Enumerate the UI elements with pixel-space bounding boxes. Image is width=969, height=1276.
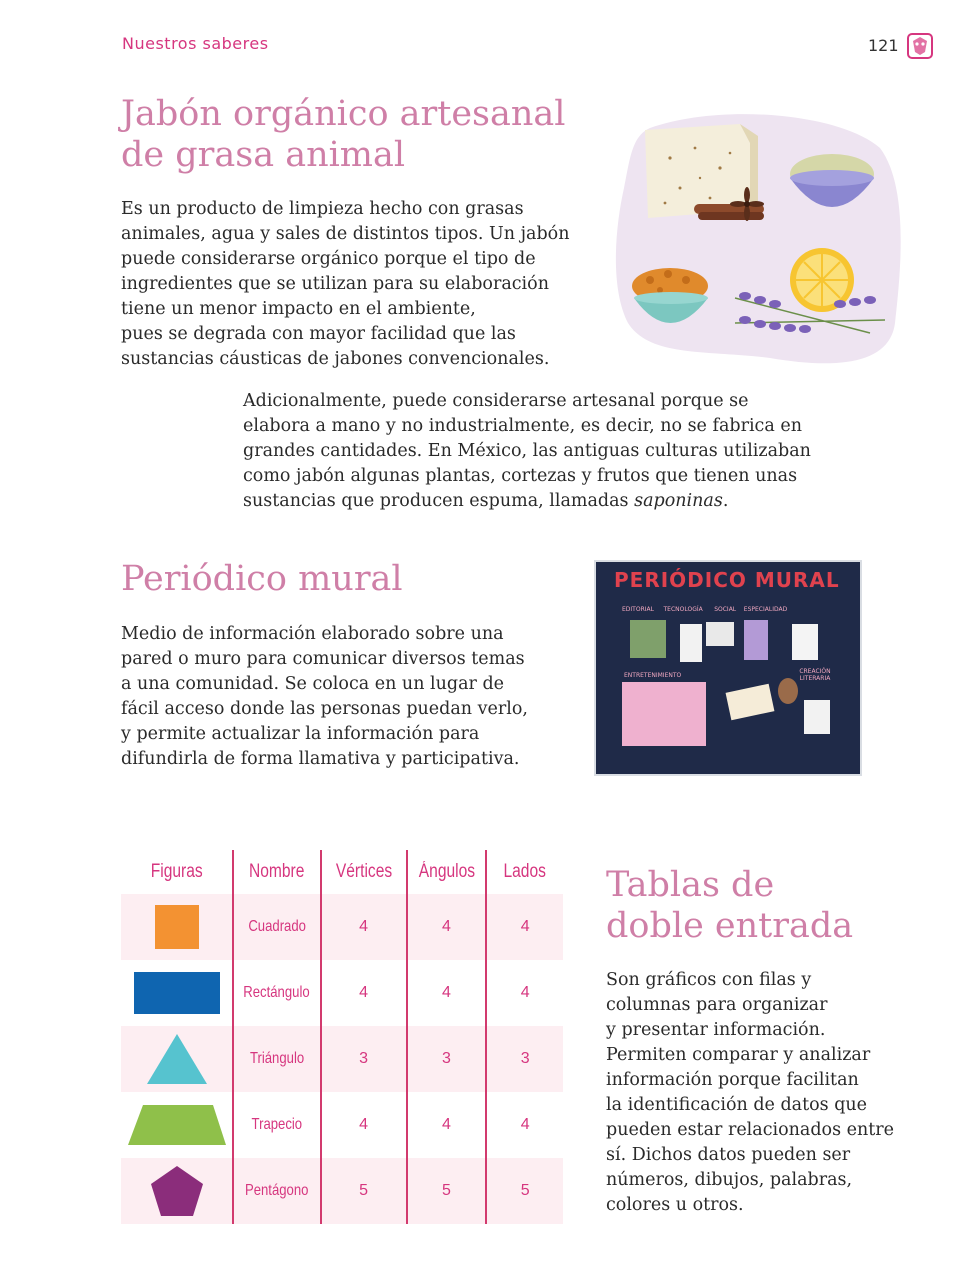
tables-paragraph: Son gráficos con filas y columnas para organizar y presentar información. Permiten comparar y analizar información porque facilitan la identificación de datos que pueden estar relacionados entre sí. Dichos datos pueden ser números, dibujos, palabras, colores u otros. (606, 970, 895, 1215)
soap-title-line2: de grasa animal (121, 135, 406, 175)
table-row: Triángulo 3 3 3 (121, 1026, 563, 1092)
table-row: Cuadrado 4 4 4 (121, 894, 563, 960)
soap-title (121, 94, 565, 176)
soap-para2-last-line: sustancias que producen espuma, llamadas saponinas. (243, 491, 729, 511)
emblem-icon (906, 32, 934, 60)
table-row: Pentágono 5 5 5 (121, 1158, 563, 1224)
mural-board-title: PERIÓDICO MURAL (614, 568, 840, 592)
table-row: Trapecio 4 4 4 (121, 1092, 563, 1158)
page-number: 121 (868, 36, 899, 55)
soap-ingredients-illustration (610, 108, 910, 370)
rectangle-shape (121, 960, 233, 1026)
saponinas-term: saponinas (634, 491, 723, 511)
mural-title: Periódico mural (121, 559, 403, 599)
table-row: Rectángulo 4 4 4 (121, 960, 563, 1026)
header-vertices: Vértices (328, 850, 399, 894)
shapes-table (121, 850, 563, 1224)
mural-photo: PERIÓDICO MURAL EDITORIAL TECNOLOGÍA SOCIAL ESPECIALIDAD ENTRETENIMIENTO CREACIÓN LITERARIA (594, 560, 862, 776)
trapezoid-shape (121, 1092, 233, 1158)
header-nombre: Nombre (241, 850, 313, 894)
section-label: Nuestros saberes (122, 34, 269, 53)
soap-title-line1: Jabón orgánico artesanal (121, 94, 566, 134)
soap-paragraph-1: Es un producto de limpieza hecho con grasas animales, agua y sales de distintos tipos. Un jabón puede considerarse orgánico porque el tipo de ingredientes que se utilizan para su elaboración tiene un menor impacto en el ambiente, pues se degrada con mayor facilidad que las sustancias cáusticas de jabones convencionales. (121, 199, 570, 369)
square-shape (121, 894, 233, 960)
header-lados: Lados (493, 850, 556, 894)
tables-title: Tablas de doble entrada (606, 865, 854, 946)
header-angulos: Ángulos (414, 850, 479, 894)
pentagon-shape (121, 1158, 233, 1224)
header-figuras: Figuras (150, 861, 203, 882)
table-header-row (121, 850, 563, 894)
soap-paragraph-2: Adicionalmente, puede considerarse artesanal porque se elabora a mano y no industrialmente, es decir, no se fabrica en grandes cantidades. En México, las antiguas culturas utilizaban como jabón algunas plantas, cortezas y frutos que tienen unas sustancias que producen espuma, llamadas saponinas. (243, 389, 811, 514)
triangle-shape (121, 1026, 233, 1092)
mural-paragraph: Medio de información elaborado sobre una pared o muro para comunicar diversos temas a una comunidad. Se coloca en un lugar de fácil acceso donde las personas puedan verlo, y permite actualizar la información para difundirla de forma llamativa y participativa. (121, 624, 528, 769)
